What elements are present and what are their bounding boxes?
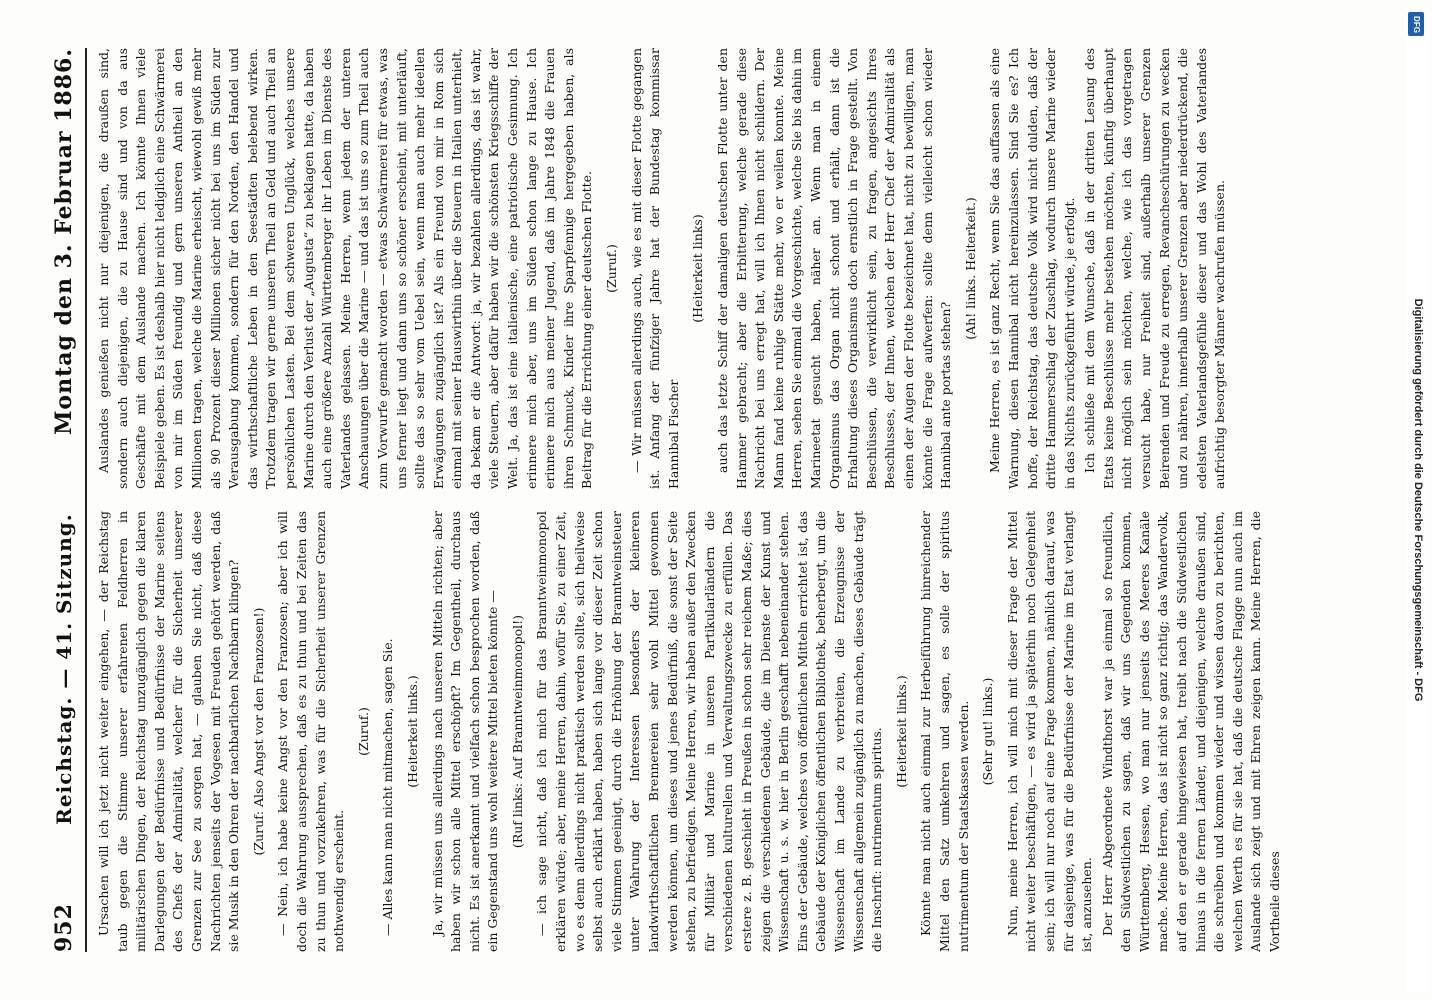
session-date: Montag den 3. Februar 1886. [51, 48, 77, 435]
paragraph: — Nein, ich habe keine Angst vor den Franzosen; aber ich will doch die Wahrung aussprechen, daß es zu thun und bei Zeiten das zu thun und vorzukehren, was für die Sicherheit unserer Grenzen nothwendig erscheint. [275, 511, 347, 952]
interjection: (Ah! links. Heiterkeit.) [962, 197, 978, 340]
interjection: (Zuruf: Also Angst vor den Franzosen!) [250, 607, 266, 856]
interjection: (Heiterkeit links.) [404, 675, 420, 788]
text-column-2 [95, 48, 1330, 489]
paragraph: Nun, meine Herren, ich will mich mit dieser Frage der Mittel nicht weiter beschäftigen, — es wird ja späterhin noch Gelegenheit sein; ich will nur noch auf eine Frage kommen, nämlich darauf, was für dasjenige, was für die Bedürfnisse der Marine im Etat verlangt ist, anzusehen. [1004, 511, 1095, 952]
interjection: (Zuruf.) [604, 244, 620, 293]
paragraph: Der Herr Abgeordnete Windthorst war ja einmal so freundlich, den Südwestlichen zu sagen, daß wir uns Gegenden kommen, Württemberg, Hessen, wo man nur jenseits des Meeres Kanäle mache. Meine Herren, das ist nicht so ganz richtig; das Wandervolk, auf den er gerade hingewiesen hat, treibt nach die Südwestlichen hinaus in die fernen Länder, und diejenigen, welche draußen sind, die schreiben und kommen wieder und wissen davon zu berichten, welchen Werth es für sie hat, daß die deutsche Flagge nun auch im Auslande sich zeigt und mit Ehren zeigen kann. Meine Herren, die Vortheile dieses [1099, 511, 1283, 952]
text-columns [95, 48, 1330, 952]
paragraph: — Alles kann man nicht mitmachen, sagen Sie. [380, 638, 396, 936]
paragraph: auch das letzte Schiff der damaligen deutschen Flotte unter den Hammer gebracht; aber die Erbitterung, welche gerade diese Nachricht bei uns erregt hat, will ich Ihnen nicht schildern. Der Mann fand keine ruhige Stätte mehr, wo er weilen konnte. Meine Herren, sehen Sie einmal die Vorgeschichte, welche Sie bis dahin im Marineetat gesucht haben, näher an. Wenn man in einem Organismus das Organ nicht schont und erhält, dann ist die Erhaltung dieses Organismus doch ernstlich in Frage gestellt. Von Beschlüssen, die verwirklicht sein, zu fragen, angesichts Ihres Beschlusses, der Ihnen, welchen der Herr Chef der Admiralität als einen der Augen der Flotte bezeichnet hat, nicht zu bewilligen, man könnte die Frage aufwerfen: sollte denn vielleicht schon wieder Hannibal ante portas stehen? [715, 48, 954, 489]
running-header [51, 48, 87, 952]
paragraph: Könnte man nicht auch einmal zur Herbeiführung hinreichender Mittel den Satz umkehren und sagen, es solle der spiritus nutrimentum der Staatskassen werden. [918, 511, 971, 952]
text-column-1 [95, 511, 1330, 952]
paragraph: Ich schließe mit dem Wunsche, daß in der dritten Lesung des Etats keine Beschlüsse mehr bestehen möchten, künftig überhaupt nicht möglich sein möchten, welche, wie ich das vorgetragen versucht habe, nur Freiheit sind, außerhalb unserer Grenzen Beirenden und Freude zu erregen, Revancheschürungen zu wecken und zu nähren, innerhalb unserer Grenzen aber niederdrückend, die edelsten Vaterlandsgefühle dieser und das Wohl des Vaterlandes aufrichtig besorgter Männer wachrufen müssen. [1082, 48, 1228, 489]
paragraph: — ich sage nicht, daß ich mich für das Branntweinmonopol erklären würde; aber, meine Herren, dahin, wofür Sie, zu einer Zeit, wo es denn allerdings nicht praktisch werden sollte, sich theilweise selbst auch erklärt haben, haben sich lange vor dieser Zeit schon viele Stimmen geeinigt, durch die Erhöhung der Branntweinsteuer unter Wahrung der Interessen besonders der kleineren landwirthschaftlichen Brennereien sehr wohl Mittel gewonnen werden können, um dieses und jenes Bedürfniß, die sonst der Seite stehen, zu befriedigen. Meine Herren, wir haben außer den Zwecken für Militär und Marine in unseren Partikularländern die verschiedenen kulturellen und Verwaltungszwecke zu erfüllen. Das erstere z. B. geschieht in Preußen in schon sehr reichem Maße; dies zeigen die verschiedenen Gebäude, die im Dienste der Kunst und Wissenschaft u. s. w. hier in Berlin geschafft nebeneinander stehen. Eins der Gebäude, welches von öffentlichen Mitteln errichtet ist, das Gebäude der Königlichen öffentlichen Bibliothek, beherbergt, um die Wissenschaft im Lande zu verbreiten, die Erzeugnisse der Wissenschaft allgemein zugänglich zu machen, dieses Gebäude trägt die Inschrift: nutrimentum spiritus. [534, 511, 885, 952]
paragraph: Meine Herren, es ist ganz Recht, wenn Sie das auffassen als eine Warnung, diesen Hannibal nicht hereinzulassen. Sind Sie es? Ich hoffe, der Reichstag, das deutsche Volk wird nicht dulden, daß der dritte Hammerschlag der Zuschlag, wodurch unsere Marine wieder in das Nichts zurückgeführt würde, je erfolgt. [987, 48, 1077, 489]
attribution-sidebar [1406, 8, 1430, 992]
paragraph: Ursachen will ich jetzt nicht weiter eingehen, — der Reichstag taub gegen die Stimme unserer erfahrenen Feldherren in militärischen Dingen, der Reichstag unzugänglich gegen die klaren Darlegungen der Bedürfnisse und Bedürfnisse der Marine seitens des Chefs der Admiralität, welcher für die Sicherheit unserer Grenzen zur See zu sorgen hat, — glauben Sie nicht, daß diese Nachrichten jenseits der Vogesen mit Freuden gehört werden, daß sie Musik in den Ohren der nachbarlichen Nachbarn klingen? [96, 511, 242, 952]
paragraph: — Wir müssen allerdings auch, wie es mit dieser Flotte gegangen ist. Anfang der fünfziger Jahre hat der Bundestag kommissar Hannibal Fischer [628, 48, 681, 489]
interjection: (Sehr gut! links.) [980, 677, 996, 786]
interjection: (Heiterkeit links) [690, 214, 706, 323]
interjection: (Heiterkeit links.) [893, 675, 909, 788]
paragraph: Auslandes genießen nicht nur diejenigen, die draußen sind, sondern auch diejenigen, die zu Hause sind und von da aus Geschäfte mit dem Auslande machen. Ich könnte Ihnen viele Beispiele geben. Es ist deshalb hier nicht lediglich eine Schwärmerei von mir im Süden freundig und gern unseren Antheil an den Millionen tragen, welche die Marine erheischt, wiewohl gewiß mehr als 90 Prozent dieser Millionen sicher nicht bei uns im Süden zur Verausgabung kommen, sondern für den Norden, den Handel und das wirthschaftliche Leben in den Seestädten belebend wirken. Trotzdem tragen wir gerne unseren Theil an Geld und auch Theil an persönlichen Lasten. Bei dem schweren Unglück, welches unsere Marine durch den Verlust der „Augusta“ zu beklagen hatte, da haben auch eine größere Anzahl Württemberger ihr Leben im Dienste des Vaterlandes gelassen. Meine Herren, wenn jedem der unteren Anschauungen über die Marine — und das ist uns so zum Theil auch zum Vorwurfe gemacht worden — etwas Schwärmerei für etwas, was uns ferner liegt und dann uns so schöner erscheint, mit unterläuft, sollte das so sehr vom Uebel sein, wenn man auch mehr ideellen Erwägungen zugänglich ist? Als ein Freund von mir in Rom sich einmal mit seiner Hauswirthin über die Steuern in Italien unterhielt, da bekam er die Antwort: ja, wir bezahlen allerdings, das ist wahr, viele Steuern, aber dafür haben wir die schönsten Kriegsschiffe der Welt. Ja, das ist eine italienische, eine patriotische Gesinnung. Ich erinnere mich aber, uns im Süden schon lange zu Hause. Ich erinnere mich aus meiner Jugend, daß im Jahre 1848 die Frauen ihren Schmuck, Kinder ihre Sparpfennige hergegeben haben, als Beitrag für die Errichtung einer deutschen Flotte. [96, 48, 595, 489]
session-title: Reichstag. — 41. Sitzung. [52, 513, 76, 825]
interjection: (Ruf links: Auf Branntweinmonopol!) [509, 614, 525, 849]
newspaper-page [31, 18, 1401, 982]
interjection: (Zuruf.) [355, 707, 371, 756]
attribution-text: Digitalisierung gefördert durch die Deutsche Forschungsgemeinschaft - DFG [1412, 298, 1424, 702]
dfg-logo: DFG [1408, 12, 1424, 36]
page-number: 952 [51, 903, 77, 952]
paragraph: Ja, wir müssen uns allerdings nach unseren Mitteln richten; aber haben wir schon alle Mittel erschöpft? Im Gegentheil, durchaus nicht. Es ist anerkannt und vielfach schon besprochen worden, daß ein Gegenstand uns wohl weitere Mittel bieten könnte — [429, 511, 501, 952]
